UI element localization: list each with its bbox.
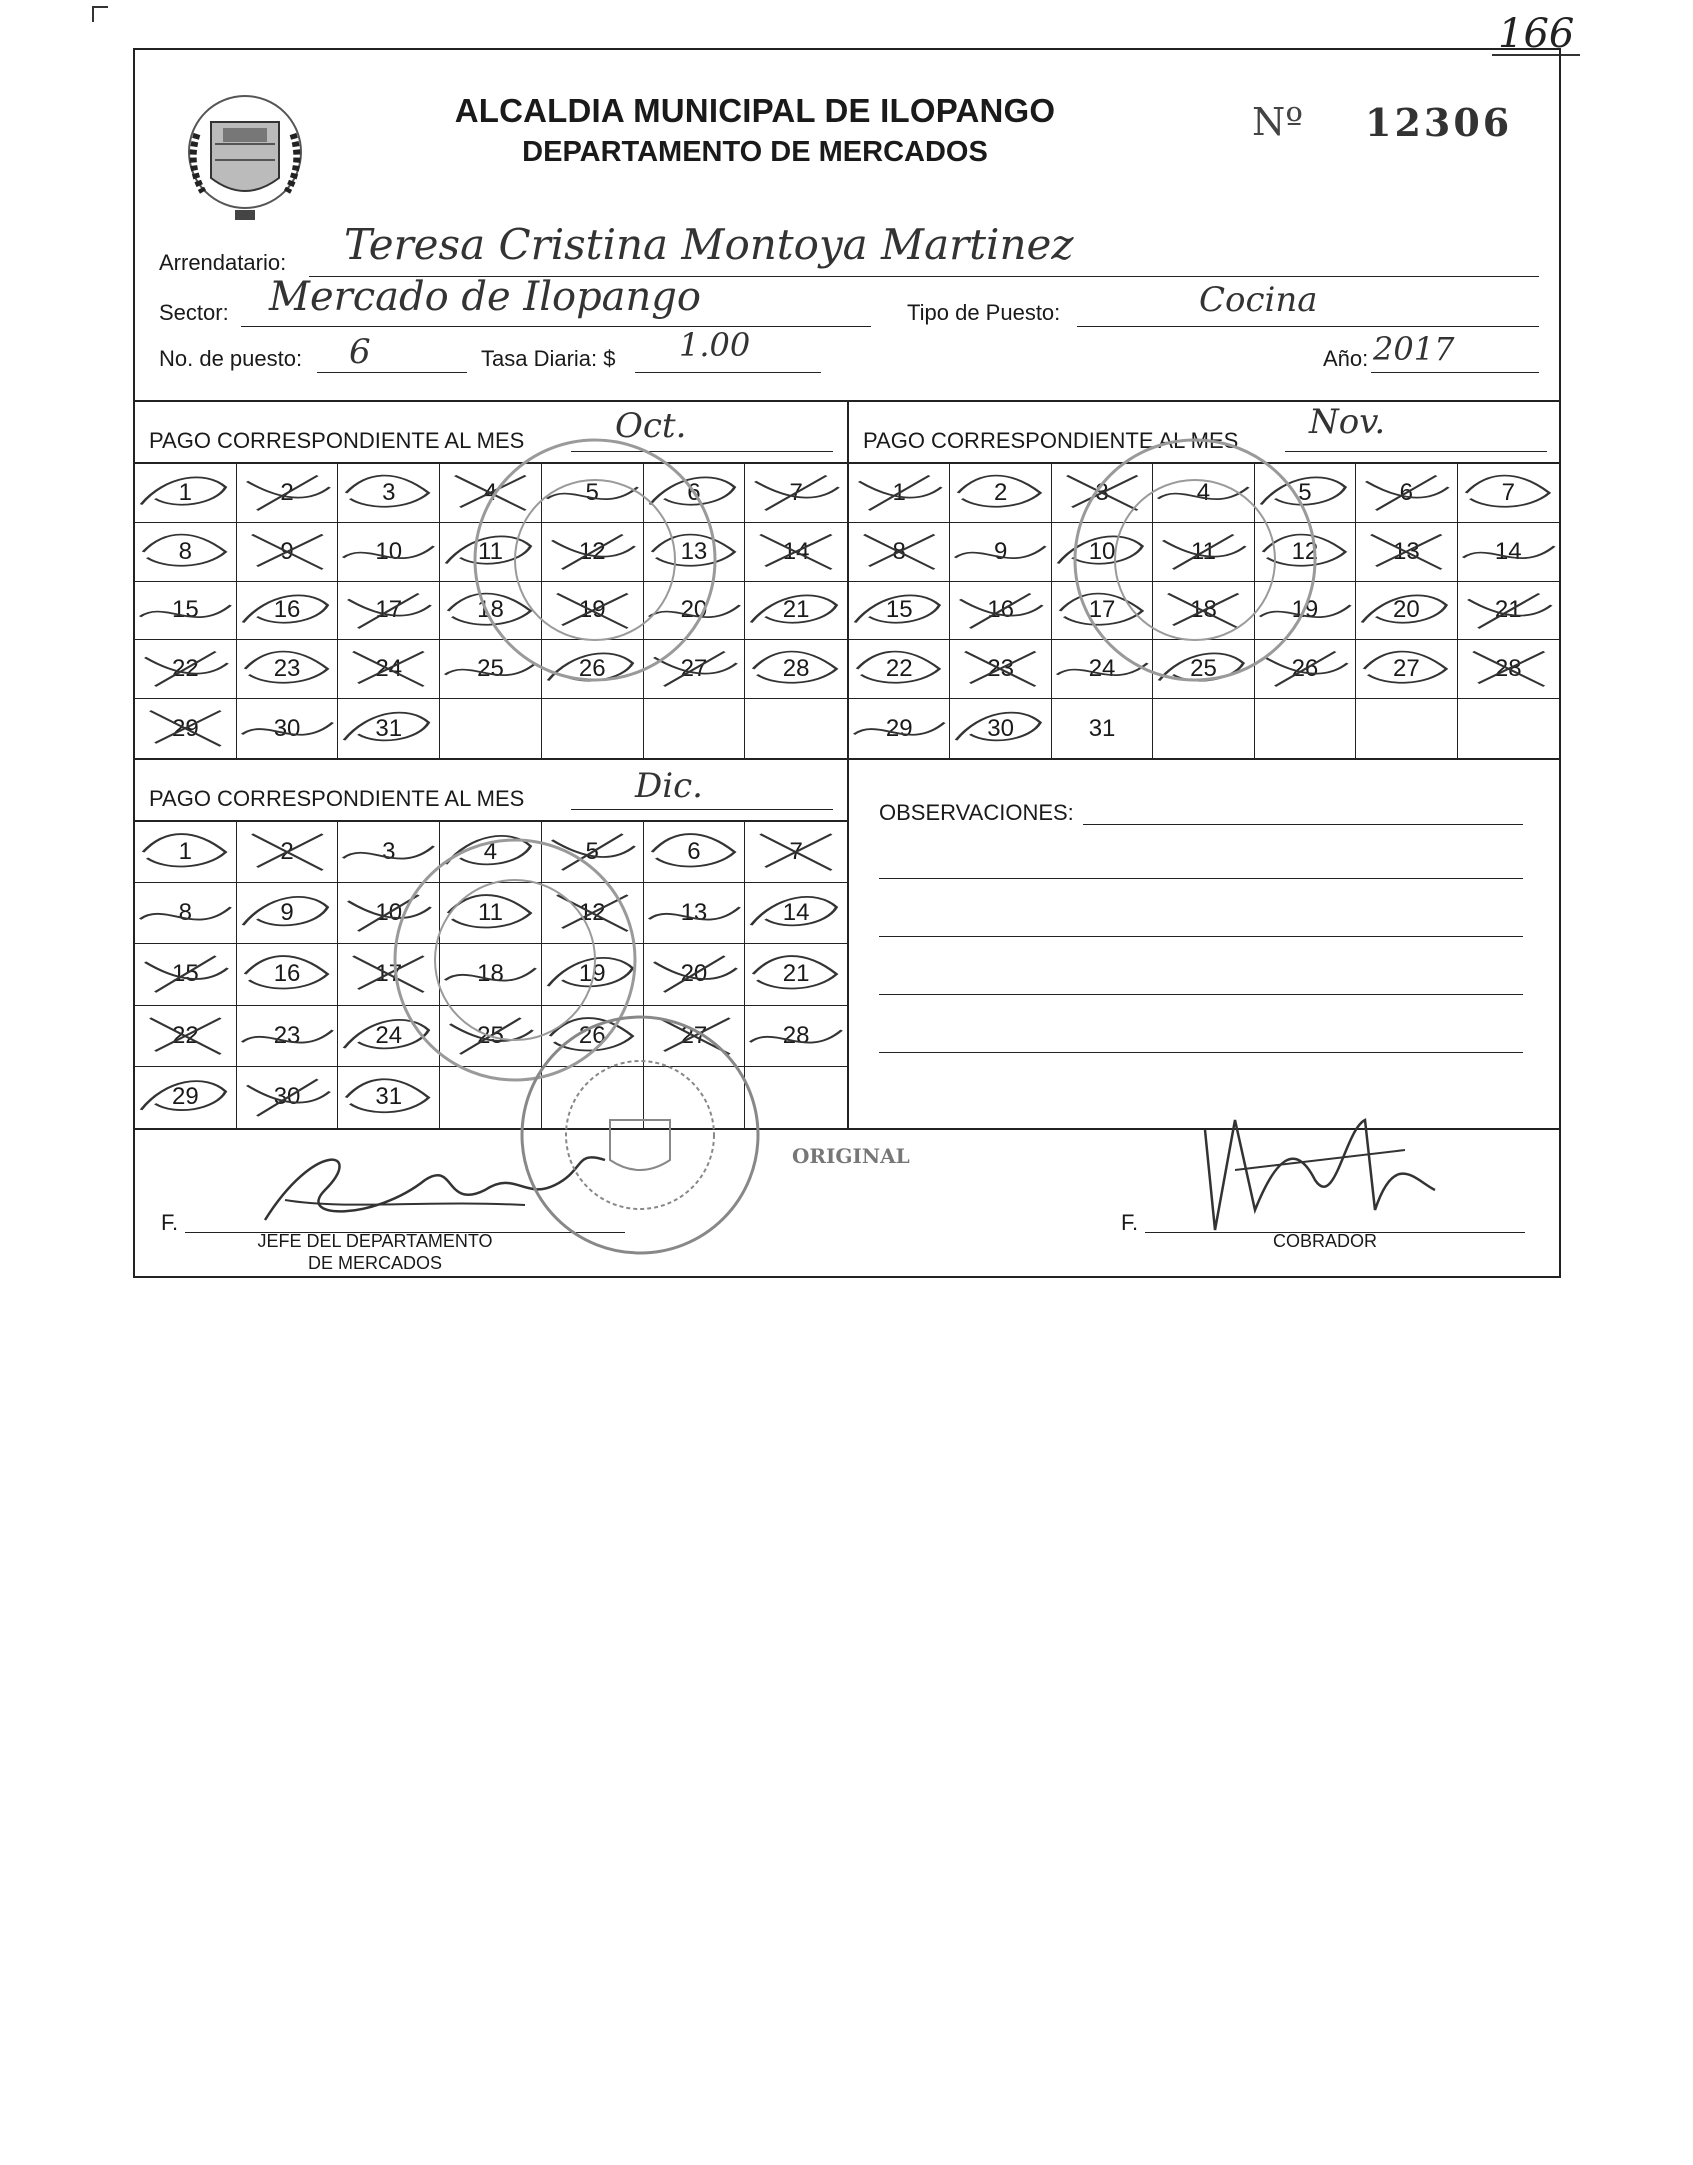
day-number: 23 bbox=[273, 1021, 301, 1049]
day-number: 24 bbox=[1088, 655, 1116, 683]
anio-value: 2017 bbox=[1373, 330, 1455, 368]
day-number: 30 bbox=[987, 714, 1014, 742]
day-number: 28 bbox=[782, 655, 810, 683]
day-cell-17 bbox=[338, 582, 440, 641]
day-cell-30 bbox=[950, 699, 1051, 758]
day-cell-12 bbox=[542, 883, 644, 944]
month-panel-header bbox=[135, 760, 847, 822]
day-cell-1 bbox=[135, 464, 237, 523]
day-number: 19 bbox=[578, 596, 606, 624]
day-cell-23 bbox=[950, 640, 1051, 699]
day-number: 8 bbox=[178, 899, 193, 927]
card-header bbox=[135, 50, 1559, 402]
day-number: 4 bbox=[483, 478, 498, 506]
market-payment-card bbox=[133, 48, 1561, 1278]
issuer-title: ALCALDIA MUNICIPAL DE ILOPANGO bbox=[454, 92, 1056, 129]
puesto-label: No. de puesto: bbox=[159, 346, 303, 371]
day-number: 15 bbox=[171, 960, 199, 988]
day-cell-8 bbox=[135, 883, 237, 944]
day-number: 27 bbox=[680, 655, 708, 683]
day-cell-8 bbox=[849, 523, 950, 582]
month-panel-header bbox=[849, 402, 1559, 464]
day-cell-empty bbox=[745, 699, 847, 758]
day-number: 21 bbox=[782, 960, 810, 988]
day-cell-28 bbox=[745, 1006, 847, 1067]
day-cell-11 bbox=[440, 523, 542, 582]
day-cell-7 bbox=[745, 822, 847, 883]
month-panel-dic bbox=[135, 760, 847, 1128]
tasa-diaria-label: Tasa Diaria: $ bbox=[481, 346, 616, 371]
day-cell-24 bbox=[338, 640, 440, 699]
day-cell-29 bbox=[135, 1067, 237, 1128]
day-cell-25 bbox=[1153, 640, 1254, 699]
day-cell-19 bbox=[542, 944, 644, 1005]
days-grid bbox=[135, 464, 847, 758]
day-number: 22 bbox=[171, 1021, 199, 1049]
folio-label: Nº bbox=[1252, 100, 1304, 144]
day-number: 8 bbox=[892, 537, 906, 565]
day-cell-17 bbox=[1052, 582, 1153, 641]
day-number: 25 bbox=[1190, 655, 1217, 683]
day-cell-6 bbox=[644, 822, 746, 883]
day-cell-14 bbox=[745, 523, 847, 582]
day-number: 1 bbox=[178, 478, 193, 506]
day-number: 5 bbox=[585, 838, 599, 866]
day-cell-empty bbox=[1356, 699, 1457, 758]
day-cell-4 bbox=[1153, 464, 1254, 523]
day-cell-11 bbox=[440, 883, 542, 944]
arrendatario-label: Arrendatario: bbox=[159, 250, 287, 275]
day-cell-empty bbox=[1153, 699, 1254, 758]
observaciones-line bbox=[1083, 822, 1523, 825]
day-cell-28 bbox=[745, 640, 847, 699]
day-cell-3 bbox=[338, 464, 440, 523]
day-number: 21 bbox=[782, 596, 810, 624]
day-cell-26 bbox=[1255, 640, 1356, 699]
day-cell-21 bbox=[745, 582, 847, 641]
day-number: 25 bbox=[477, 655, 504, 683]
day-number: 1 bbox=[892, 478, 906, 506]
day-cell-1 bbox=[849, 464, 950, 523]
day-number: 29 bbox=[885, 714, 913, 742]
day-number: 10 bbox=[1088, 537, 1116, 565]
day-number: 15 bbox=[171, 596, 199, 624]
day-number: 27 bbox=[680, 1021, 708, 1049]
day-number: 24 bbox=[375, 1021, 403, 1049]
day-number: 26 bbox=[578, 655, 606, 683]
month-panel-label: PAGO CORRESPONDIENTE AL MES bbox=[863, 428, 1239, 453]
day-number: 3 bbox=[1095, 478, 1109, 506]
puesto-row bbox=[159, 326, 1539, 376]
day-cell-empty bbox=[1255, 699, 1356, 758]
signature-footer bbox=[135, 1130, 1559, 1276]
day-cell-4 bbox=[440, 464, 542, 523]
arrendatario-value: Teresa Cristina Montoya Martinez bbox=[344, 220, 1074, 269]
day-cell-1 bbox=[135, 822, 237, 883]
day-number: 6 bbox=[687, 478, 701, 506]
month-panel-oct bbox=[135, 402, 847, 758]
day-number: 16 bbox=[987, 596, 1014, 624]
day-cell-16 bbox=[237, 944, 339, 1005]
day-cell-10 bbox=[338, 523, 440, 582]
day-cell-25 bbox=[440, 1006, 542, 1067]
day-number: 13 bbox=[680, 899, 708, 927]
cobrador-signature-prefix: F. bbox=[1121, 1210, 1139, 1235]
original-mark: ORIGINAL bbox=[792, 1144, 910, 1168]
day-number: 26 bbox=[1291, 655, 1319, 683]
day-number: 30 bbox=[273, 714, 301, 742]
day-cell-12 bbox=[542, 523, 644, 582]
day-number: 7 bbox=[1501, 478, 1515, 506]
anio-label: Año: bbox=[1323, 346, 1369, 371]
day-cell-25 bbox=[440, 640, 542, 699]
municipal-seal-icon bbox=[175, 64, 315, 234]
day-cell-19 bbox=[542, 582, 644, 641]
day-cell-18 bbox=[440, 582, 542, 641]
day-number: 9 bbox=[280, 537, 294, 565]
day-cell-20 bbox=[644, 944, 746, 1005]
puesto-value: 6 bbox=[349, 332, 371, 372]
day-number: 23 bbox=[273, 655, 301, 683]
day-number: 3 bbox=[382, 838, 396, 866]
day-cell-9 bbox=[237, 883, 339, 944]
day-number: 5 bbox=[585, 478, 599, 506]
sector-row bbox=[159, 274, 1539, 330]
day-cell-30 bbox=[237, 1067, 339, 1128]
day-cell-22 bbox=[135, 640, 237, 699]
day-number: 11 bbox=[1191, 537, 1216, 565]
day-number: 14 bbox=[1494, 537, 1522, 565]
day-number: 28 bbox=[782, 1021, 810, 1049]
day-number: 14 bbox=[782, 537, 810, 565]
day-cell-2 bbox=[237, 464, 339, 523]
day-cell-24 bbox=[1052, 640, 1153, 699]
day-cell-29 bbox=[135, 699, 237, 758]
day-cell-15 bbox=[135, 582, 237, 641]
days-grid bbox=[849, 464, 1559, 758]
jefe-signature-icon bbox=[225, 1130, 645, 1240]
jefe-caption-line1: JEFE DEL DEPARTAMENTO bbox=[257, 1231, 493, 1251]
day-number: 21 bbox=[1494, 596, 1522, 624]
jefe-caption bbox=[225, 1230, 525, 1274]
day-cell-6 bbox=[1356, 464, 1457, 523]
day-cell-16 bbox=[237, 582, 339, 641]
sector-label: Sector: bbox=[159, 300, 229, 325]
day-number: 18 bbox=[477, 596, 504, 624]
jefe-signature-prefix: F. bbox=[161, 1210, 179, 1235]
day-cell-empty bbox=[1458, 699, 1559, 758]
department-subtitle: DEPARTAMENTO DE MERCADOS bbox=[522, 136, 988, 168]
day-number: 20 bbox=[1392, 596, 1420, 624]
day-number: 11 bbox=[478, 899, 503, 927]
day-number: 17 bbox=[375, 596, 403, 624]
day-number: 9 bbox=[280, 899, 294, 927]
day-cell-26 bbox=[542, 1006, 644, 1067]
day-cell-22 bbox=[135, 1006, 237, 1067]
day-number: 28 bbox=[1494, 655, 1522, 683]
month-name: Oct. bbox=[615, 406, 687, 446]
day-cell-14 bbox=[1458, 523, 1559, 582]
day-number: 26 bbox=[578, 1021, 606, 1049]
day-cell-29 bbox=[849, 699, 950, 758]
day-cell-5 bbox=[1255, 464, 1356, 523]
day-cell-2 bbox=[950, 464, 1051, 523]
month-panel-nov bbox=[849, 402, 1559, 758]
day-number: 1 bbox=[178, 838, 193, 866]
day-cell-27 bbox=[644, 640, 746, 699]
day-number: 18 bbox=[477, 960, 504, 988]
day-cell-5 bbox=[542, 822, 644, 883]
day-number: 29 bbox=[171, 714, 199, 742]
day-cell-9 bbox=[950, 523, 1051, 582]
day-cell-empty bbox=[440, 699, 542, 758]
day-number: 6 bbox=[687, 838, 701, 866]
day-number: 11 bbox=[478, 537, 503, 565]
day-number: 6 bbox=[1399, 478, 1414, 506]
day-number: 16 bbox=[273, 960, 301, 988]
day-cell-10 bbox=[1052, 523, 1153, 582]
sector-value: Mercado de Ilopango bbox=[269, 274, 701, 320]
day-number: 2 bbox=[993, 478, 1008, 506]
day-number: 22 bbox=[171, 655, 199, 683]
observaciones-line bbox=[879, 934, 1523, 937]
day-cell-21 bbox=[745, 944, 847, 1005]
day-number: 15 bbox=[885, 596, 913, 624]
observaciones-label: OBSERVACIONES: bbox=[879, 800, 1074, 825]
day-cell-empty bbox=[542, 699, 644, 758]
day-number: 25 bbox=[477, 1021, 504, 1049]
day-number: 18 bbox=[1190, 596, 1217, 624]
day-number: 13 bbox=[680, 537, 708, 565]
day-cell-empty bbox=[542, 1067, 644, 1128]
days-grid bbox=[135, 822, 847, 1128]
day-cell-14 bbox=[745, 883, 847, 944]
day-number: 20 bbox=[680, 596, 708, 624]
day-number: 14 bbox=[782, 899, 810, 927]
page-number: 166 bbox=[1492, 14, 1580, 56]
day-cell-6 bbox=[644, 464, 746, 523]
day-number: 20 bbox=[680, 960, 708, 988]
month-name: Nov. bbox=[1309, 402, 1386, 442]
day-cell-26 bbox=[542, 640, 644, 699]
day-number: 12 bbox=[578, 537, 606, 565]
day-number: 19 bbox=[1291, 596, 1319, 624]
day-number: 27 bbox=[1392, 655, 1420, 683]
day-cell-10 bbox=[338, 883, 440, 944]
day-cell-empty bbox=[644, 1067, 746, 1128]
day-number: 5 bbox=[1298, 478, 1312, 506]
day-cell-17 bbox=[338, 944, 440, 1005]
cobrador-signature-icon bbox=[1175, 1100, 1475, 1240]
jefe-caption-line2: DE MERCADOS bbox=[307, 1253, 442, 1273]
observaciones-line bbox=[879, 992, 1523, 995]
tasa-diaria-value: 1.00 bbox=[679, 326, 751, 364]
observaciones-line bbox=[879, 1050, 1523, 1053]
day-number: 31 bbox=[375, 714, 403, 742]
day-number: 8 bbox=[178, 537, 193, 565]
observaciones-line bbox=[879, 876, 1523, 879]
day-cell-11 bbox=[1153, 523, 1254, 582]
day-number: 9 bbox=[993, 537, 1008, 565]
day-number: 16 bbox=[273, 596, 301, 624]
day-cell-9 bbox=[237, 523, 339, 582]
day-cell-18 bbox=[440, 944, 542, 1005]
day-number: 29 bbox=[171, 1083, 199, 1111]
day-cell-7 bbox=[1458, 464, 1559, 523]
day-cell-13 bbox=[1356, 523, 1457, 582]
day-number: 2 bbox=[280, 838, 294, 866]
day-number: 4 bbox=[1196, 478, 1211, 506]
day-cell-18 bbox=[1153, 582, 1254, 641]
day-number: 3 bbox=[382, 478, 396, 506]
day-number: 7 bbox=[789, 478, 803, 506]
month-panel-label: PAGO CORRESPONDIENTE AL MES bbox=[149, 786, 525, 811]
day-cell-12 bbox=[1255, 523, 1356, 582]
day-cell-7 bbox=[745, 464, 847, 523]
day-number: 19 bbox=[578, 960, 606, 988]
day-cell-22 bbox=[849, 640, 950, 699]
day-number: 31 bbox=[375, 1083, 403, 1111]
day-cell-8 bbox=[135, 523, 237, 582]
puesto-line bbox=[317, 346, 467, 373]
day-number: 22 bbox=[885, 655, 913, 683]
day-cell-empty bbox=[440, 1067, 542, 1128]
day-cell-3 bbox=[1052, 464, 1153, 523]
day-number: 17 bbox=[1088, 596, 1116, 624]
day-cell-31 bbox=[338, 1067, 440, 1128]
day-number: 30 bbox=[273, 1083, 301, 1111]
tipo-puesto-value: Cocina bbox=[1199, 280, 1318, 320]
day-cell-13 bbox=[644, 883, 746, 944]
day-cell-15 bbox=[849, 582, 950, 641]
corner-crop-mark bbox=[92, 6, 108, 22]
day-number: 10 bbox=[375, 537, 403, 565]
day-cell-5 bbox=[542, 464, 644, 523]
day-number: 12 bbox=[1291, 537, 1319, 565]
day-number: 24 bbox=[375, 655, 403, 683]
day-cell-23 bbox=[237, 640, 339, 699]
day-cell-empty bbox=[745, 1067, 847, 1128]
day-cell-4 bbox=[440, 822, 542, 883]
day-cell-21 bbox=[1458, 582, 1559, 641]
day-number: 17 bbox=[375, 960, 403, 988]
day-number: 10 bbox=[375, 899, 403, 927]
day-number: 7 bbox=[789, 838, 803, 866]
day-cell-2 bbox=[237, 822, 339, 883]
month-panel-header bbox=[135, 402, 847, 464]
day-cell-27 bbox=[644, 1006, 746, 1067]
day-number: 4 bbox=[483, 838, 498, 866]
day-cell-27 bbox=[1356, 640, 1457, 699]
day-cell-23 bbox=[237, 1006, 339, 1067]
day-cell-13 bbox=[644, 523, 746, 582]
cobrador-caption: COBRADOR bbox=[1272, 1231, 1377, 1251]
day-cell-20 bbox=[644, 582, 746, 641]
day-cell-15 bbox=[135, 944, 237, 1005]
day-cell-30 bbox=[237, 699, 339, 758]
day-cell-20 bbox=[1356, 582, 1457, 641]
day-cell-31 bbox=[1052, 699, 1153, 758]
day-number: 23 bbox=[987, 655, 1014, 683]
tipo-puesto-label: Tipo de Puesto: bbox=[907, 300, 1061, 325]
folio-number: 12306 bbox=[1365, 100, 1513, 145]
day-cell-28 bbox=[1458, 640, 1559, 699]
day-cell-31 bbox=[338, 699, 440, 758]
day-cell-3 bbox=[338, 822, 440, 883]
day-number: 12 bbox=[578, 899, 606, 927]
day-cell-24 bbox=[338, 1006, 440, 1067]
day-number: 2 bbox=[280, 478, 294, 506]
day-cell-19 bbox=[1255, 582, 1356, 641]
observaciones-section bbox=[849, 760, 1559, 1128]
month-panel-label: PAGO CORRESPONDIENTE AL MES bbox=[149, 428, 525, 453]
day-cell-16 bbox=[950, 582, 1051, 641]
day-cell-empty bbox=[644, 699, 746, 758]
month-name: Dic. bbox=[635, 766, 703, 806]
month-panel-line bbox=[571, 429, 833, 452]
day-number: 13 bbox=[1392, 537, 1420, 565]
day-number: 31 bbox=[1088, 714, 1116, 742]
